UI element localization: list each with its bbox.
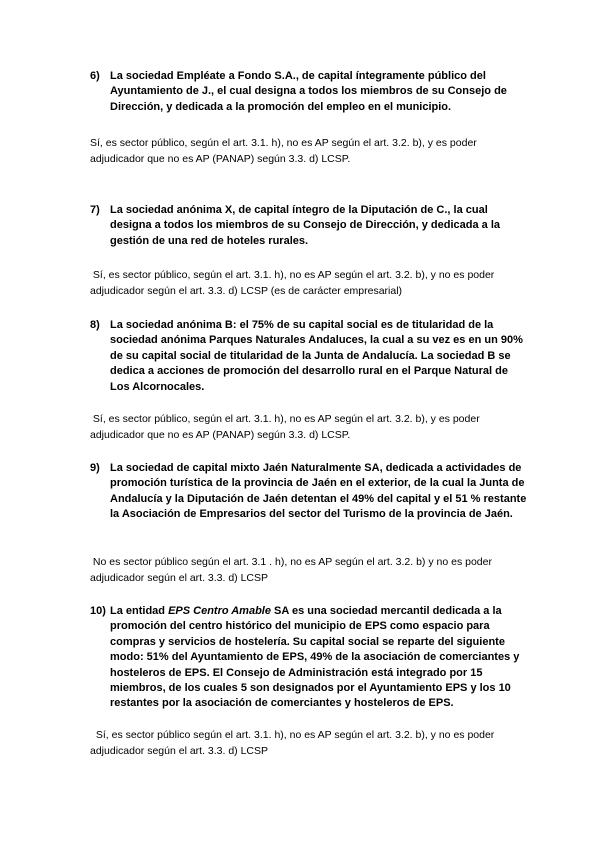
question-number: 9)	[90, 462, 100, 474]
question-number: 10)	[90, 605, 106, 617]
answer-10: Sí, es sector público según el art. 3.1. h), no es AP según el art. 3.2. b), y no es poder adjudicador según el art. 3.3. d) LCSP	[90, 729, 498, 757]
question-number: 6)	[90, 70, 100, 82]
answer-6: Sí, es sector público, según el art. 3.1. h), no es AP según el art. 3.2. b), y es poder adjudicador que no es AP (PANAP) según 3.3. d) LCSP.	[90, 137, 480, 165]
question-text-rest: SA es una sociedad mercantil dedicada a la promoción del centro histórico del municipio de EPS como espacio para compras y servicios de hostelería. Su capital social se reparte del siguiente modo: 51% del Ayuntamiento de EPS, 49% de la asociación de comerciantes y hosteleros de EPS. El Consejo de Administración está integrado por 15 miembros, de los cuales 5 son designados por el Ayuntamiento EPS y los 10 restantes por la asociación de comerciantes y hosteleros de EPS.	[110, 605, 520, 710]
entity-name: EPS Centro Amable	[168, 605, 271, 617]
question-text: La sociedad de capital mixto Jaén Naturalmente SA, dedicada a actividades de promoción turística de la provincia de Jaén en el exterior, de la cual la Junta de Andalucía y la Diputación de Jaén detentan el 49% del capital y el 51 % restante la Asociación de Empresarios del sector del Turismo de la provincia de Jaén.	[110, 462, 527, 521]
question-text: La sociedad anónima X, de capital íntegro de la Diputación de C., la cual designa a todos los miembros de su Consejo de Dirección, y dedicada a la gestión de una red de hoteles rurales.	[110, 204, 501, 247]
question-10	[90, 604, 530, 712]
question-text: La sociedad Empléate a Fondo S.A., de capital íntegramente público del Ayuntamiento de J., el cual designa a todos los miembros de su Consejo de Dirección, y dedicada a la promoción del empleo en el municipio.	[110, 70, 507, 113]
question-text: La sociedad anónima B: el 75% de su capital social es de titularidad de la sociedad anónima Parques Naturales Andaluces, la cual a su vez es en un 90% de su capital social de titularidad de la Junta de Andalucía. La sociedad B se dedica a acciones de promoción del desarrollo rural en el Parque Natural de Los Alcornocales.	[110, 319, 523, 393]
answer-7: Sí, es sector público, según el art. 3.1. h), no es AP según el art. 3.2. b), y no es poder adjudicador según el art. 3.3. d) LCSP (es de carácter empresarial)	[90, 269, 498, 297]
question-number: 8)	[90, 319, 100, 331]
question-6	[90, 69, 530, 115]
question-text-start: La entidad	[110, 605, 169, 617]
answer-9: No es sector público según el art. 3.1 . h), no es AP según el art. 3.2. b) y no es poder adjudicador según el art. 3.3. d) LCSP	[90, 556, 495, 584]
answer-8: Sí, es sector público, según el art. 3.1. h), no es AP según el art. 3.2. b), y es poder adjudicador que no es AP (PANAP) según 3.3. d) LCSP.	[90, 413, 483, 441]
question-8	[90, 318, 530, 395]
question-text	[110, 604, 530, 712]
question-9	[90, 461, 530, 523]
question-7	[90, 203, 530, 249]
question-number: 7)	[90, 204, 100, 216]
